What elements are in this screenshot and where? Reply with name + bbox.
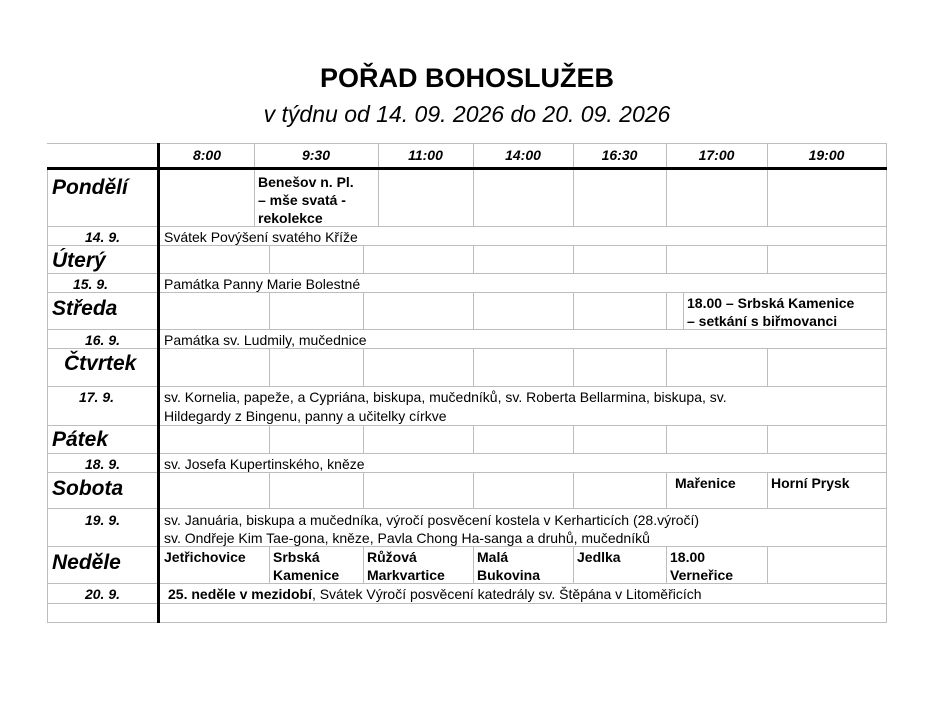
event-text: Benešov n. Pl.	[258, 174, 354, 190]
day-date: 20. 9.	[84, 586, 121, 602]
event-text: Markvartice	[367, 567, 445, 583]
event-text: Jetřichovice	[164, 549, 246, 565]
grid-line	[473, 292, 474, 329]
day-name: Pondělí	[52, 176, 128, 199]
grid-line	[767, 472, 768, 508]
feast-note: Památka sv. Ludmily, mučednice	[164, 332, 367, 348]
grid-line	[269, 292, 270, 329]
grid-line	[573, 472, 574, 508]
grid-line	[269, 472, 270, 508]
feast-note: sv. Ondřeje Kim Tae-gona, kněze, Pavla Chong Ha-sanga a druhů, mučedníků	[164, 530, 650, 546]
grid-line	[363, 292, 364, 329]
event-text: Malá	[477, 549, 509, 565]
day-date: 16. 9.	[84, 332, 121, 348]
grid-line	[47, 453, 887, 454]
event-text: 18.00	[670, 549, 706, 565]
grid-line	[47, 273, 887, 274]
grid-line	[363, 472, 364, 508]
grid-line	[886, 143, 887, 623]
feast-note: sv. Kornelia, papeže, a Cypriána, biskupa, mučedníků, sv. Roberta Bellarmina, biskupa, sv.	[164, 389, 727, 405]
event-text: – mše svatá -	[258, 192, 346, 208]
grid-line	[666, 170, 667, 226]
time-header: 17:00	[698, 147, 735, 163]
grid-line	[573, 546, 574, 583]
grid-line	[269, 546, 270, 583]
day-date: 17. 9.	[78, 389, 115, 405]
grid-line	[47, 622, 887, 623]
day-column-separator	[157, 143, 160, 623]
sunday-note-rest: , Svátek Výročí posvěcení katedrály sv. Štěpána v Litoměřicích	[311, 586, 702, 602]
grid-line	[363, 348, 364, 386]
grid-line	[573, 245, 574, 273]
grid-line	[47, 508, 887, 509]
grid-line	[47, 386, 887, 387]
event-text: Srbská	[273, 549, 320, 565]
grid-line	[47, 226, 887, 227]
event-text: Bukovina	[477, 567, 541, 583]
time-header: 14:00	[505, 147, 541, 163]
grid-line	[683, 292, 684, 329]
feast-note: sv. Josefa Kupertinského, kněze	[164, 456, 365, 472]
feast-note: sv. Januária, biskupa a mučedníka, výročí posvěcení kostela v Kerharticích (28.výročí)	[164, 512, 700, 528]
grid-line	[767, 170, 768, 226]
page-title: POŘAD BOHOSLUŽEB	[319, 63, 614, 93]
event-text: Růžová	[367, 549, 417, 565]
event-text: rekolekce	[258, 210, 323, 226]
grid-line	[254, 170, 255, 226]
event-text: Kamenice	[273, 567, 340, 583]
time-header: 16:30	[601, 147, 638, 163]
grid-line	[573, 425, 574, 453]
day-date: 19. 9.	[84, 512, 121, 528]
grid-line	[666, 472, 667, 508]
grid-line	[666, 348, 667, 386]
grid-line	[47, 603, 887, 604]
grid-line	[363, 546, 364, 583]
time-header: 11:00	[408, 147, 443, 163]
grid-line	[473, 348, 474, 386]
grid-line	[767, 425, 768, 453]
grid-line	[269, 245, 270, 273]
grid-line	[378, 170, 379, 226]
day-name: Středa	[52, 297, 118, 320]
grid-line	[473, 245, 474, 273]
grid-line	[573, 348, 574, 386]
event-text: Verneřice	[670, 567, 734, 583]
event-text: Jedlka	[577, 549, 621, 565]
grid-line	[269, 425, 270, 453]
event-text: Horní Prysk	[771, 475, 850, 491]
day-date: 14. 9.	[84, 229, 121, 245]
feast-note	[168, 585, 702, 603]
grid-line	[473, 170, 474, 226]
grid-line	[573, 292, 574, 329]
day-name: Neděle	[52, 551, 121, 574]
day-name: Čtvrtek	[64, 352, 137, 375]
event-text: – setkání s biřmovanci	[687, 313, 838, 329]
grid-line	[363, 425, 364, 453]
time-header: 9:30	[301, 147, 331, 163]
grid-line	[47, 425, 887, 426]
grid-line	[47, 583, 887, 584]
sunday-title: 25. neděle v mezidobí	[168, 586, 312, 602]
time-header: 19:00	[808, 147, 845, 163]
time-header: 8:00	[192, 147, 222, 163]
grid-line	[767, 245, 768, 273]
header-separator	[47, 167, 887, 170]
day-date: 15. 9.	[72, 276, 109, 292]
grid-line	[767, 546, 768, 583]
grid-line	[666, 546, 667, 583]
feast-note: Hildegardy z Bingenu, panny a učitelky církve	[164, 408, 447, 424]
day-name: Sobota	[52, 477, 124, 500]
grid-line	[666, 245, 667, 273]
grid-line	[269, 348, 270, 386]
page-subtitle: v týdnu od 14. 09. 2026 do 20. 09. 2026	[263, 101, 671, 127]
grid-line	[47, 143, 887, 144]
feast-note: Svátek Povýšení svatého Kříže	[164, 229, 358, 245]
grid-line	[767, 348, 768, 386]
event-text: 18.00 – Srbská Kamenice	[687, 295, 855, 311]
grid-line	[473, 472, 474, 508]
event-text: Mařenice	[675, 475, 736, 491]
grid-line	[666, 425, 667, 453]
grid-line	[363, 245, 364, 273]
grid-line	[473, 546, 474, 583]
day-date: 18. 9.	[84, 456, 121, 472]
feast-note: Památka Panny Marie Bolestné	[164, 276, 361, 292]
day-name: Úterý	[52, 249, 106, 272]
grid-line	[666, 292, 667, 329]
day-name: Pátek	[52, 428, 109, 451]
grid-line	[473, 425, 474, 453]
grid-line	[573, 170, 574, 226]
